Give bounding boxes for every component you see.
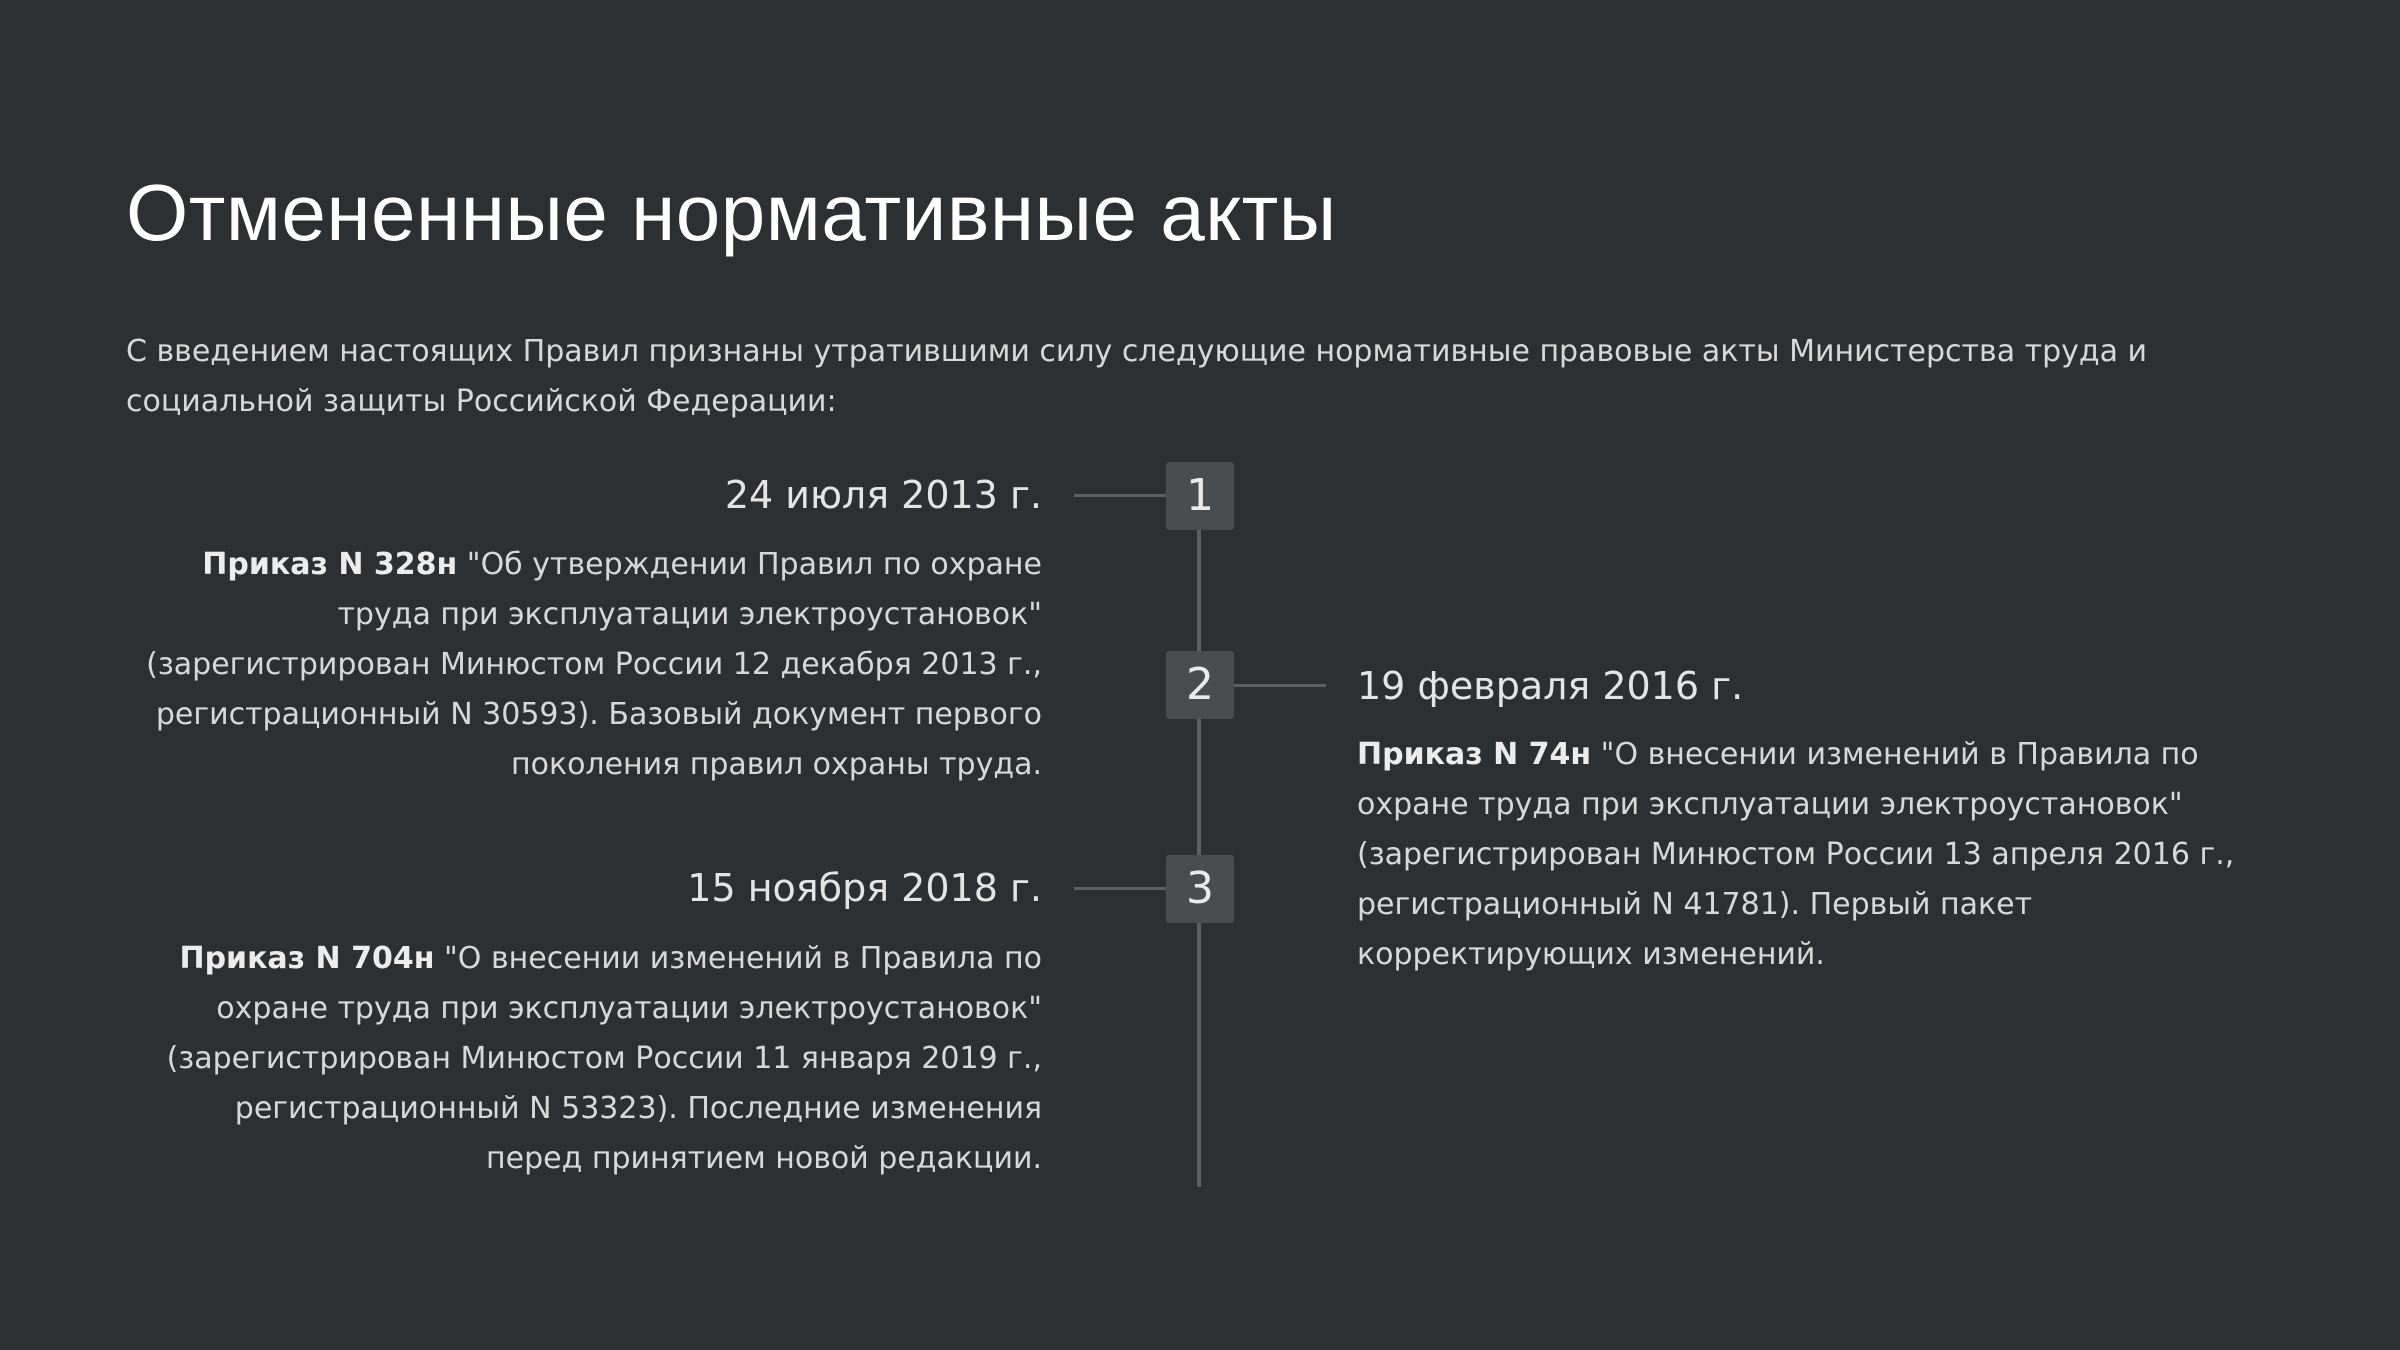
timeline-marker-2: 2 <box>1166 651 1234 719</box>
order-number-1: Приказ N 328н <box>202 547 458 582</box>
order-number-3: Приказ N 704н <box>179 941 435 976</box>
order-text-2: "О внесении изменений в Правила по охране труда при эксплуатации электроустановок" (зарегистрирован Минюстом России 13 апреля 2016 г., регистрационный N 41781). Первый пакет корректирующих изменений. <box>1357 737 2235 972</box>
timeline-axis <box>1197 515 1201 1187</box>
timeline-connector-2 <box>1232 684 1326 687</box>
order-number-2: Приказ N 74н <box>1357 737 1592 772</box>
page-title: Отмененные нормативные акты <box>126 168 1337 257</box>
timeline-date-2: 19 февраля 2016 г. <box>1357 664 1744 708</box>
timeline-description-3 <box>136 934 1042 1184</box>
order-text-3: "О внесении изменений в Правила по охране труда при эксплуатации электроустановок" (зарегистрирован Минюстом России 11 января 2019 г., регистрационный N 53323). Последние изменения перед принятием новой редакции. <box>166 941 1042 1176</box>
timeline-marker-1: 1 <box>1166 462 1234 530</box>
timeline-connector-3 <box>1074 887 1168 890</box>
timeline-connector-1 <box>1074 494 1168 497</box>
timeline-description-2 <box>1357 730 2237 980</box>
timeline-marker-3: 3 <box>1166 855 1234 923</box>
timeline-date-1: 24 июля 2013 г. <box>724 473 1042 517</box>
timeline-description-1 <box>136 540 1042 790</box>
order-text-1: "Об утверждении Правил по охране труда при эксплуатации электроустановок" (зарегистрирован Минюстом России 12 декабря 2013 г., регистрационный N 30593). Базовый документ первого поколения правил охраны труда. <box>146 547 1042 782</box>
timeline-date-3: 15 ноября 2018 г. <box>687 866 1042 910</box>
intro-text: С введением настоящих Правил признаны утратившими силу следующие нормативные правовые акты Министерства труда и социальной защиты Российской Федерации: <box>126 334 2148 419</box>
